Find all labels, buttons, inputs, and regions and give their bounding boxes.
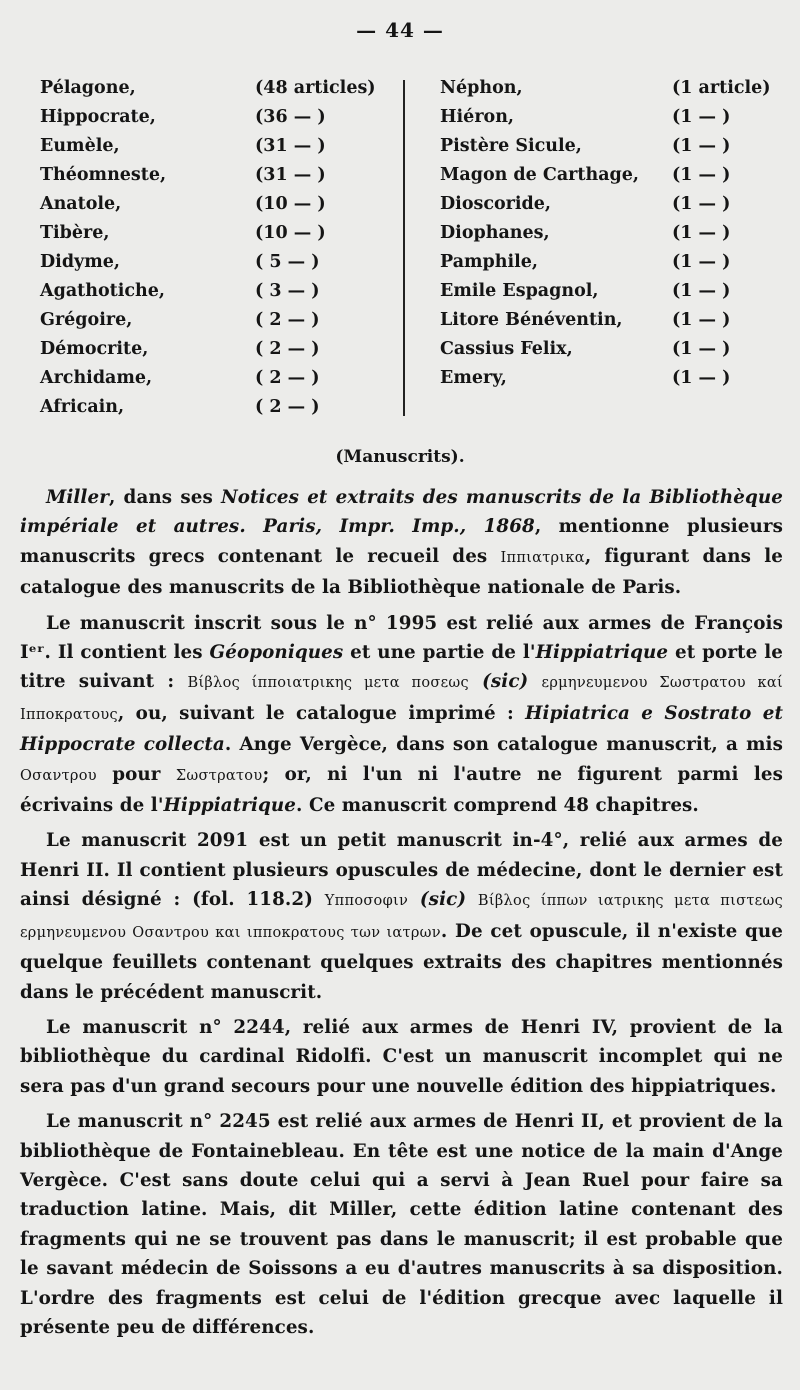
list-item xyxy=(40,306,370,335)
text-span: et porte le titre suivant : xyxy=(20,642,783,693)
article-count: (1 — ) xyxy=(672,281,731,301)
list-item xyxy=(440,306,775,335)
article-count: ( 2 — ) xyxy=(255,310,320,330)
list-item xyxy=(440,190,775,219)
article-count: (1 — ) xyxy=(672,339,731,359)
list-item xyxy=(440,248,775,277)
text-span: . De cet opuscule, il n'existe que quelque feuillets contenant quelques extraits des chapitres mentionnés dans le précédent manuscrit. xyxy=(20,920,784,1003)
list-item xyxy=(40,219,370,248)
article-count: ( 2 — ) xyxy=(255,368,320,388)
author-name: Anatole, xyxy=(40,194,122,214)
article-count: (1 — ) xyxy=(672,136,731,156)
article-count: (36 — ) xyxy=(255,107,326,127)
list-item xyxy=(440,219,775,248)
article-count: (31 — ) xyxy=(255,136,326,156)
article-count: (1 — ) xyxy=(672,252,731,272)
paragraph xyxy=(20,609,783,821)
text-span: ; or, ni l'un ni l'autre ne figurent parmi les écrivains de l' xyxy=(20,763,783,817)
article-count: (1 — ) xyxy=(672,107,731,127)
article-count: ( 5 — ) xyxy=(255,252,320,272)
list-item xyxy=(40,277,370,306)
article-count: (48 articles) xyxy=(255,78,376,98)
authors-table xyxy=(40,74,770,419)
text-span: pour xyxy=(96,763,176,785)
paragraph: Le manuscrit n° 2244, relié aux armes de Henri IV, provient de la bibliothèque du cardinal Ridolfi. C'est un manuscrit incomplet qui ne sera pas d'un grand secours pour une nouvelle édition des hippiatriques. xyxy=(20,1016,783,1097)
author-name: Magon de Carthage, xyxy=(440,165,639,185)
text-span: . Ange Vergèce, dans son catalogue manuscrit, a mis xyxy=(224,734,783,756)
text-span: Le manuscrit inscrit sous le n° 1995 est relié aux armes de François Iᵉʳ. Il contient les xyxy=(20,612,783,664)
section-heading: (Manuscrits). xyxy=(335,447,465,467)
list-item xyxy=(440,277,775,306)
text-span: Le manuscrit 2091 est un petit manuscrit in-4°, relié aux armes de Henri II. Il contient plusieurs opuscules de médecine, dont le dernier est ainsi désigné : (fol. 118.2) xyxy=(20,830,783,911)
author-name: Diophanes, xyxy=(440,223,550,243)
author-name: Emery, xyxy=(440,368,507,388)
list-item xyxy=(440,132,775,161)
article-count: (1 — ) xyxy=(672,194,731,214)
list-item xyxy=(40,74,376,103)
author-name: Archidame, xyxy=(40,368,153,388)
sic-note: (sic) xyxy=(408,889,478,911)
work-title: Hippiatrique xyxy=(535,642,669,664)
text-span: , mentionne plusieurs manuscrits grecs contenant le recueil des xyxy=(20,516,784,567)
body-text xyxy=(20,483,783,1348)
author-name: Cassius Felix, xyxy=(440,339,573,359)
author-name: Dioscoride, xyxy=(440,194,552,214)
greek-text: Οσαντρου xyxy=(20,767,97,784)
list-item xyxy=(40,103,370,132)
list-item xyxy=(440,74,775,103)
list-item xyxy=(40,364,370,393)
article-count: ( 3 — ) xyxy=(255,281,320,301)
author-name: Pamphile, xyxy=(440,252,539,272)
author-name: Théomneste, xyxy=(40,165,167,185)
greek-text: Ιππιατρικα xyxy=(500,549,585,566)
author-name: Grégoire, xyxy=(40,310,133,330)
text-span: et une partie de l' xyxy=(343,642,536,664)
article-count: (10 — ) xyxy=(255,194,326,214)
list-item xyxy=(440,103,775,132)
list-item xyxy=(40,248,370,277)
author-name: Emile Espagnol, xyxy=(440,281,599,301)
paragraph: Le manuscrit n° 2245 est relié aux armes de Henri II, et provient de la bibliothèque de Fontainebleau. En tête est une notice de la main d'Ange Vergèce. C'est sans doute celui qui a servi à Jean Ruel pour faire sa traduction latine. Mais, dit Miller, cette édition latine contenant des fragments qui ne se trouvent pas dans le manuscrit; il est probable que le savant médecin de Soissons a eu d'autres manuscrits à sa disposition. L'ordre des fragments est celui de l'édition grecque avec laquelle il présente peu de différences. xyxy=(20,1111,783,1338)
author-name: Démocrite, xyxy=(40,339,149,359)
work-title: Notices et extraits des manuscrits de la Bibliothèque impériale et autres. Paris, Impr. Imp., 1868 xyxy=(20,487,783,538)
text-span: . Ce manuscrit comprend 48 chapitres. xyxy=(296,795,699,817)
author-name: Litore Bénéventin, xyxy=(440,310,623,330)
work-title: Géoponiques xyxy=(209,642,344,664)
paragraph xyxy=(20,826,783,1006)
list-item xyxy=(40,393,370,422)
author-name: Tibère, xyxy=(40,223,110,243)
greek-text: Βίβλος ίπποιατρικης μετα ποσεως xyxy=(187,675,469,692)
left-author-column xyxy=(40,74,376,422)
sic-note: (sic) xyxy=(468,671,542,693)
greek-text: ερμηνευμενου Σωστρατου καί Ιπποκρατους xyxy=(20,675,783,723)
author-name: Miller xyxy=(46,487,109,508)
paragraph xyxy=(20,483,783,603)
list-item xyxy=(40,132,370,161)
author-name: Africain, xyxy=(40,397,125,417)
article-count: (1 — ) xyxy=(672,310,731,330)
greek-text: Υπποσοφιν xyxy=(324,893,409,910)
article-count: ( 2 — ) xyxy=(255,397,320,417)
author-name: Néphon, xyxy=(440,78,523,98)
greek-text: Σωστρατου xyxy=(175,767,263,784)
list-item xyxy=(440,161,775,190)
article-count: ( 2 — ) xyxy=(255,339,320,359)
greek-text: Βίβλος ίππων ιατρικης μετα πιστεως ερμηνευμενου Οσαντρου και ιπποκρατους των ιατρων xyxy=(20,893,783,941)
article-count: (31 — ) xyxy=(255,165,326,185)
article-count: (1 — ) xyxy=(672,165,731,185)
page-number: — 44 — xyxy=(356,18,444,42)
list-item xyxy=(40,190,370,219)
list-item xyxy=(40,161,370,190)
article-count: (1 — ) xyxy=(672,368,731,388)
article-count: (1 article) xyxy=(672,78,771,98)
author-name: Agathotiche, xyxy=(40,281,165,301)
article-count: (1 — ) xyxy=(672,223,731,243)
work-title: Hippiatrique xyxy=(163,795,297,817)
author-name: Didyme, xyxy=(40,252,120,272)
right-author-column xyxy=(440,74,775,393)
author-name: Pistère Sicule, xyxy=(440,136,582,156)
text-span: , dans ses xyxy=(108,487,221,508)
author-name: Hippocrate, xyxy=(40,107,156,127)
author-name: Eumèle, xyxy=(40,136,120,156)
work-title: Hipiatrica e Sostrato et Hippocrate collecta xyxy=(20,702,783,756)
list-item xyxy=(440,364,775,393)
list-item xyxy=(40,335,370,364)
author-name: Pélagone, xyxy=(40,78,136,98)
article-count: (10 — ) xyxy=(255,223,326,243)
author-name: Hiéron, xyxy=(440,107,515,127)
text-span: , ou, suivant le catalogue imprimé : xyxy=(117,702,526,724)
text-span: , figurant dans le catalogue des manuscrits de la Bibliothèque nationale de Paris. xyxy=(20,545,783,599)
column-divider xyxy=(403,80,405,416)
list-item xyxy=(440,335,775,364)
